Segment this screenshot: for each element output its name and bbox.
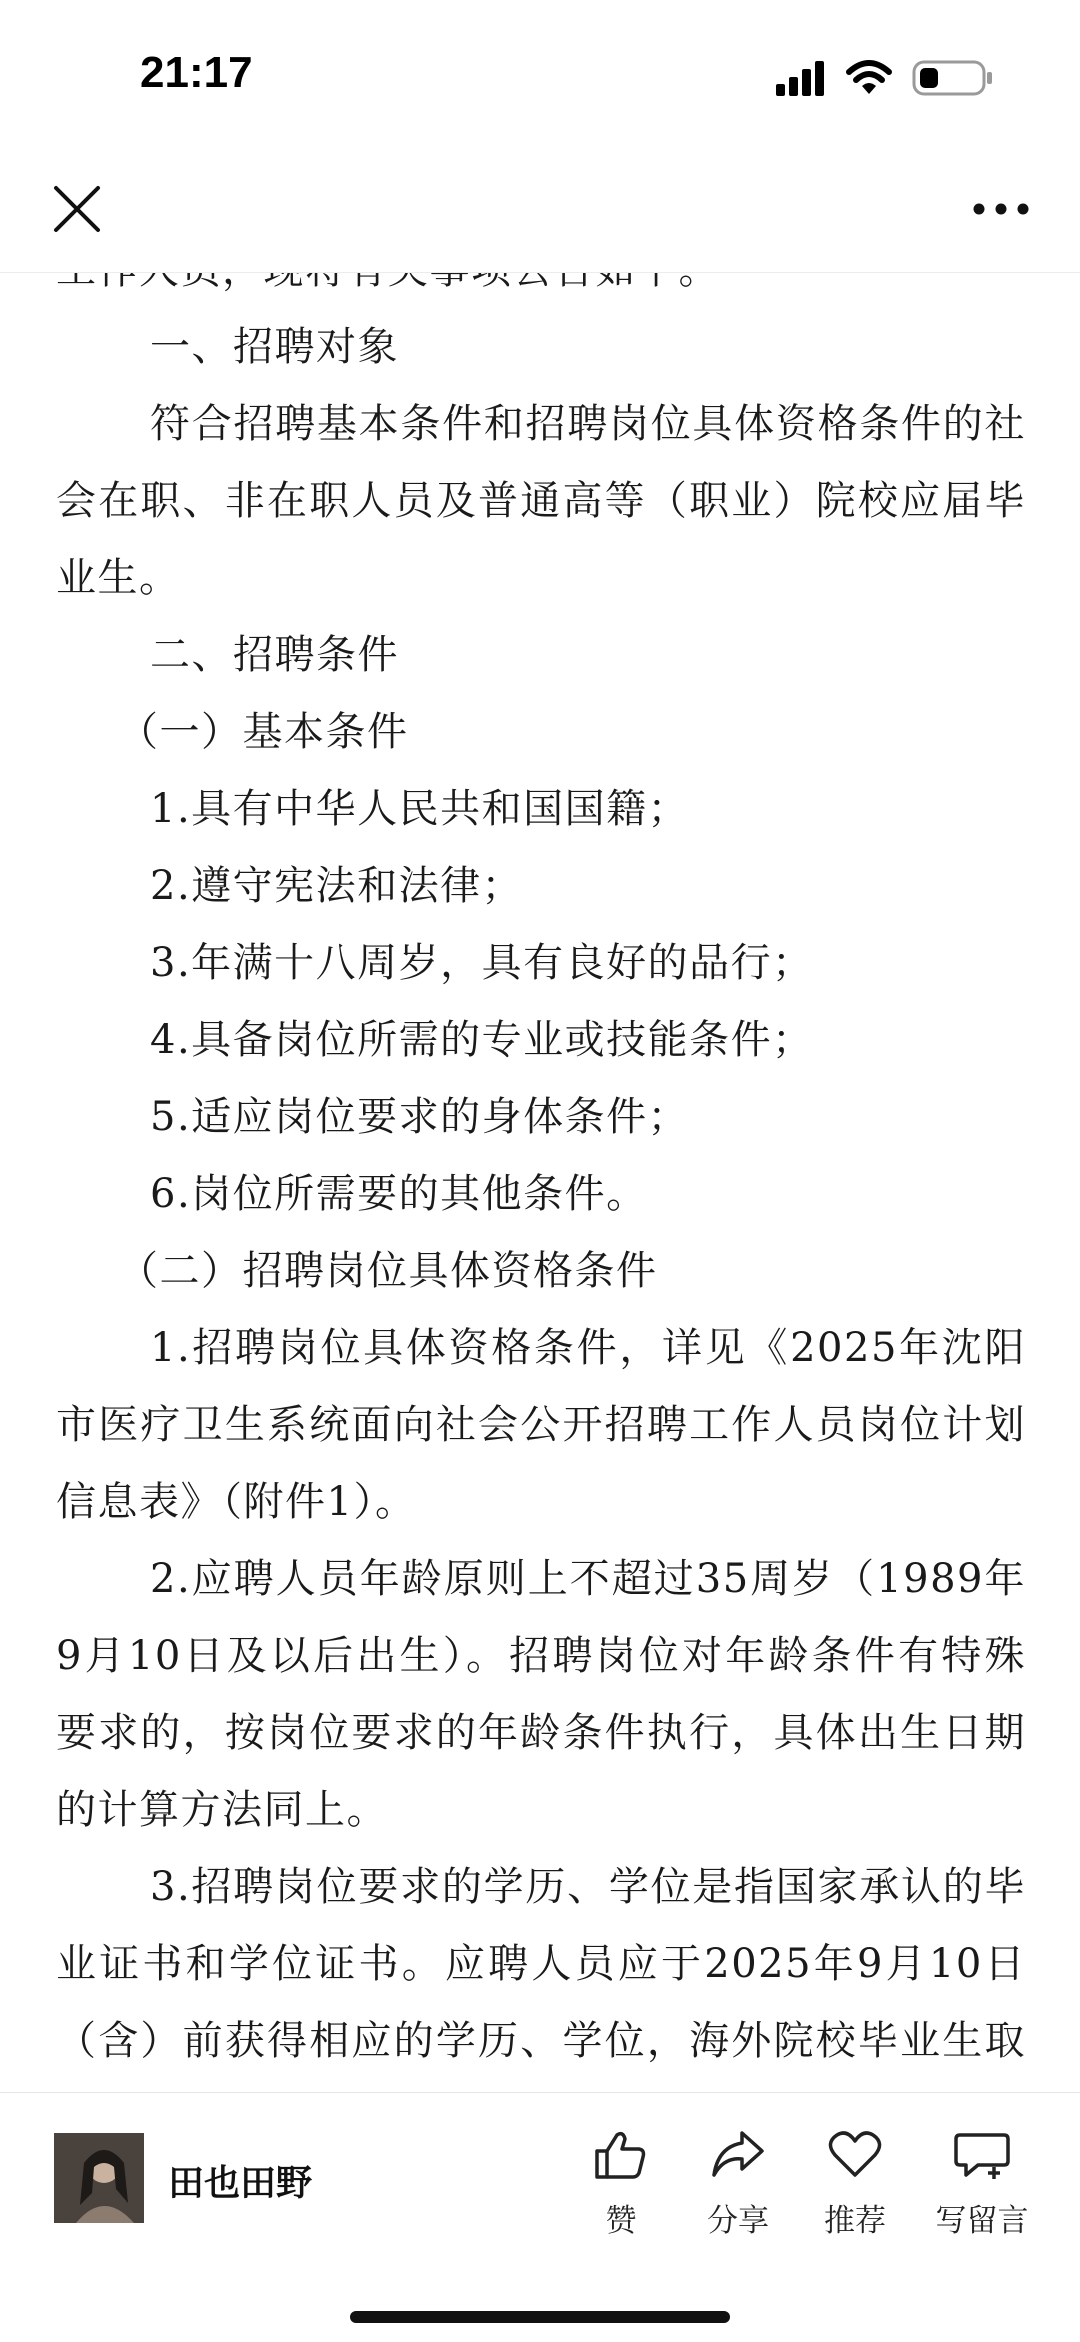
battery-icon xyxy=(912,58,994,98)
status-bar xyxy=(0,0,1080,150)
list-item: 5.适应岗位要求的身体条件； xyxy=(150,1094,690,1140)
home-indicator[interactable] xyxy=(350,2311,730,2323)
share-label: 分享 xyxy=(707,2203,769,2239)
comment-icon xyxy=(952,2129,1012,2181)
paragraph: 1.招聘岗位具体资格条件，详见《2025年沈阳市医疗卫生系统面向社会公开招聘工作人员岗位计划信息表》（附件1）。 xyxy=(56,1325,1026,1525)
bottom-bar xyxy=(0,2092,1080,2342)
list-item: 6.岗位所需要的其他条件。 xyxy=(150,1171,648,1217)
list-item: 1.具有中华人民共和国国籍； xyxy=(150,786,690,832)
heart-icon xyxy=(827,2129,883,2181)
paragraph: 符合招聘基本条件和招聘岗位具体资格条件的社会在职、非在职人员及普通高等（职业）院校应届毕业生。 xyxy=(56,401,1026,601)
like-label: 赞 xyxy=(605,2203,637,2239)
section-heading: 一、招聘对象 xyxy=(150,324,399,370)
paragraph: 2.应聘人员年龄原则上不超过35周岁（1989年9月10日及以后出生）。招聘岗位对年龄条件有特殊要求的，按岗位要求的年龄条件执行，具体出生日期的计算方法同上。 xyxy=(56,1556,1026,1833)
comment-button[interactable] xyxy=(917,2129,1047,2240)
status-time: 21:17 xyxy=(140,48,253,97)
share-icon xyxy=(710,2129,766,2181)
share-button[interactable] xyxy=(683,2129,793,2240)
section-heading: 二、招聘条件 xyxy=(150,632,399,678)
avatar-image xyxy=(54,2133,144,2223)
subsection-heading: （一）基本条件 xyxy=(118,709,409,755)
recommend-label: 推荐 xyxy=(824,2203,886,2239)
like-button[interactable] xyxy=(566,2129,676,2240)
paragraph: 3.招聘岗位要求的学历、学位是指国家承认的毕业证书和学位证书。应聘人员应于2025年9月10日（含）前获得相应的学历、学位，海外院校毕业生取 xyxy=(56,1864,1026,2064)
signal-icon xyxy=(774,58,830,98)
wifi-icon xyxy=(846,58,892,98)
nav-bar xyxy=(0,150,1080,273)
author-name[interactable]: 田也田野 xyxy=(168,2163,313,2204)
close-icon[interactable] xyxy=(52,184,102,234)
more-icon[interactable] xyxy=(972,196,1030,222)
recommend-button[interactable] xyxy=(800,2129,910,2240)
list-item: 4.具备岗位所需的专业或技能条件； xyxy=(150,1017,814,1063)
list-item: 2.遵守宪法和法律； xyxy=(150,863,524,909)
subsection-heading: （二）招聘岗位具体资格条件 xyxy=(118,1248,658,1294)
author-avatar[interactable] xyxy=(54,2133,144,2223)
article-body xyxy=(0,272,1080,2092)
list-item: 3.年满十八周岁，具有良好的品行； xyxy=(150,940,814,986)
thumbs-up-icon xyxy=(593,2129,649,2181)
comment-label: 写留言 xyxy=(935,2203,1029,2239)
